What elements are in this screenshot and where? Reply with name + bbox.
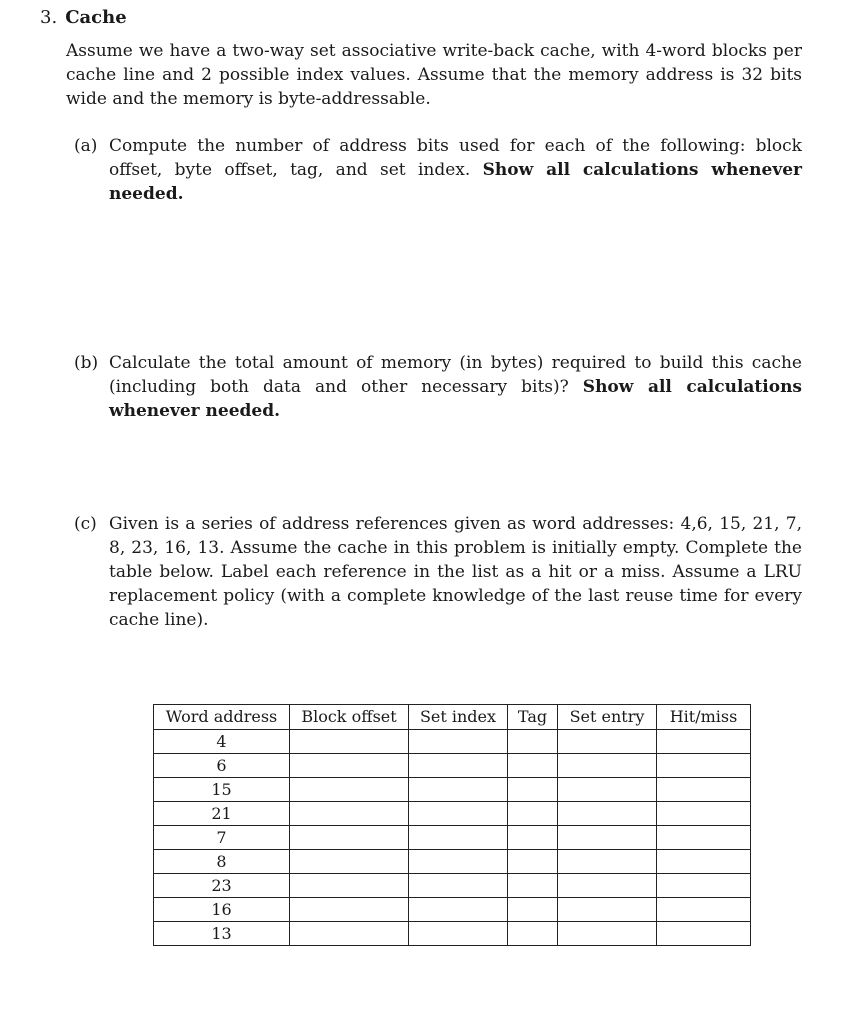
table-row <box>154 874 751 898</box>
set-entry-cell[interactable] <box>558 826 657 850</box>
word-address-cell: 13 <box>154 922 290 946</box>
header-set-index: Set index <box>409 705 508 730</box>
part-c-body: Given is a series of address references given as word addresses: 4,6, 15, 21, 7, 8, 23, 16, 13. Assume the cache in this problem is initially empty. Complete the table below. Label each reference in the list as a hit or a miss. Assume a LRU replacement policy (with a complete knowledge of the last reuse time for every cache line). <box>109 514 802 630</box>
part-a-label: (a) <box>74 136 98 156</box>
table-row <box>154 778 751 802</box>
set-index-cell[interactable] <box>409 754 508 778</box>
set-index-cell[interactable] <box>409 730 508 754</box>
block-offset-cell[interactable] <box>290 898 409 922</box>
part-c <box>74 512 802 632</box>
hit-miss-cell[interactable] <box>657 922 751 946</box>
tag-cell[interactable] <box>508 922 558 946</box>
set-entry-cell[interactable] <box>558 754 657 778</box>
tag-cell[interactable] <box>508 754 558 778</box>
table-row <box>154 730 751 754</box>
header-block-offset: Block offset <box>290 705 409 730</box>
set-index-cell[interactable] <box>409 778 508 802</box>
part-a-instruction: Show all calculations whenever needed. <box>109 160 802 204</box>
set-index-cell[interactable] <box>409 826 508 850</box>
set-entry-cell[interactable] <box>558 898 657 922</box>
block-offset-cell[interactable] <box>290 778 409 802</box>
question-title: Cache <box>65 7 127 28</box>
set-entry-cell[interactable] <box>558 874 657 898</box>
table-row <box>154 802 751 826</box>
hit-miss-cell[interactable] <box>657 778 751 802</box>
table-row <box>154 922 751 946</box>
cache-reference-table <box>153 704 751 946</box>
part-b-label: (b) <box>74 353 99 373</box>
set-entry-cell[interactable] <box>558 778 657 802</box>
question-heading <box>40 6 127 30</box>
tag-cell[interactable] <box>508 778 558 802</box>
part-a <box>74 134 802 206</box>
word-address-cell: 8 <box>154 850 290 874</box>
set-index-cell[interactable] <box>409 898 508 922</box>
part-a-text: Compute the number of address bits used for each of the following: block offset, byte offset, tag, and set index. <box>109 136 802 180</box>
part-b-instruction: Show all calculations whenever needed. <box>109 377 802 421</box>
word-address-cell: 7 <box>154 826 290 850</box>
hit-miss-cell[interactable] <box>657 850 751 874</box>
hit-miss-cell[interactable] <box>657 874 751 898</box>
question-number: 3. <box>40 7 58 28</box>
table-row <box>154 826 751 850</box>
hit-miss-cell[interactable] <box>657 826 751 850</box>
tag-cell[interactable] <box>508 826 558 850</box>
part-a-body <box>109 134 802 206</box>
block-offset-cell[interactable] <box>290 730 409 754</box>
hit-miss-cell[interactable] <box>657 802 751 826</box>
header-hit-miss: Hit/miss <box>657 705 751 730</box>
block-offset-cell[interactable] <box>290 922 409 946</box>
tag-cell[interactable] <box>508 874 558 898</box>
table-row <box>154 898 751 922</box>
question-intro: Assume we have a two-way set associative write-back cache, with 4-word blocks per cache line and 2 possible index values. Assume that the memory address is 32 bits wide and the memory is byte-addressable. <box>66 41 802 109</box>
part-b-body <box>109 351 802 423</box>
word-address-cell: 21 <box>154 802 290 826</box>
set-entry-cell[interactable] <box>558 922 657 946</box>
tag-cell[interactable] <box>508 898 558 922</box>
set-index-cell[interactable] <box>409 874 508 898</box>
set-index-cell[interactable] <box>409 802 508 826</box>
block-offset-cell[interactable] <box>290 850 409 874</box>
word-address-cell: 16 <box>154 898 290 922</box>
header-set-entry: Set entry <box>558 705 657 730</box>
block-offset-cell[interactable] <box>290 754 409 778</box>
part-b-text: Calculate the total amount of memory (in bytes) required to build this cache (including both data and other necessary bits)? <box>109 353 802 397</box>
word-address-cell: 4 <box>154 730 290 754</box>
table-row <box>154 754 751 778</box>
tag-cell[interactable] <box>508 730 558 754</box>
word-address-cell: 6 <box>154 754 290 778</box>
word-address-cell: 23 <box>154 874 290 898</box>
block-offset-cell[interactable] <box>290 874 409 898</box>
set-index-cell[interactable] <box>409 922 508 946</box>
hit-miss-cell[interactable] <box>657 754 751 778</box>
part-c-label: (c) <box>74 514 97 534</box>
set-entry-cell[interactable] <box>558 730 657 754</box>
set-index-cell[interactable] <box>409 850 508 874</box>
header-tag: Tag <box>508 705 558 730</box>
table-row <box>154 850 751 874</box>
word-address-cell: 15 <box>154 778 290 802</box>
header-word-address: Word address <box>154 705 290 730</box>
table-header-row <box>154 705 751 730</box>
hit-miss-cell[interactable] <box>657 730 751 754</box>
hit-miss-cell[interactable] <box>657 898 751 922</box>
tag-cell[interactable] <box>508 802 558 826</box>
tag-cell[interactable] <box>508 850 558 874</box>
set-entry-cell[interactable] <box>558 802 657 826</box>
set-entry-cell[interactable] <box>558 850 657 874</box>
block-offset-cell[interactable] <box>290 826 409 850</box>
block-offset-cell[interactable] <box>290 802 409 826</box>
part-b <box>74 351 802 423</box>
